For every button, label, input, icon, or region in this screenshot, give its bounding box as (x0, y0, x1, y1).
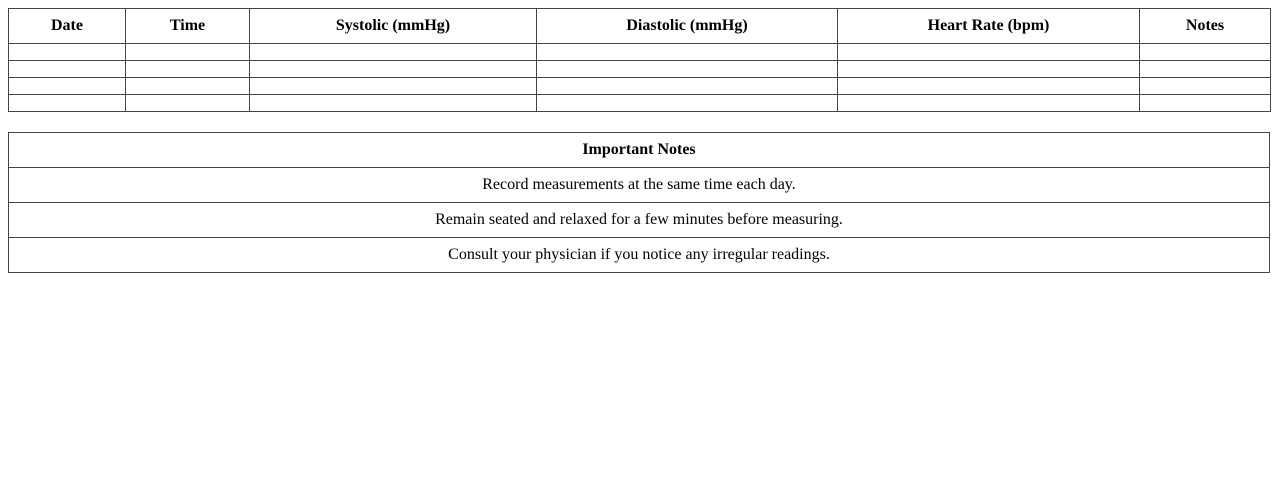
cell-diastolic[interactable] (537, 78, 838, 95)
cell-systolic[interactable] (250, 44, 537, 61)
table-row (9, 44, 1271, 61)
cell-time[interactable] (126, 78, 250, 95)
cell-notes[interactable] (1140, 95, 1271, 112)
table-row (9, 78, 1271, 95)
cell-diastolic[interactable] (537, 44, 838, 61)
cell-notes[interactable] (1140, 78, 1271, 95)
cell-heart-rate[interactable] (838, 44, 1140, 61)
cell-systolic[interactable] (250, 78, 537, 95)
cell-diastolic[interactable] (537, 61, 838, 78)
cell-notes[interactable] (1140, 61, 1271, 78)
note-item: Record measurements at the same time each day. (9, 168, 1270, 203)
notes-row (9, 203, 1270, 238)
cell-notes[interactable] (1140, 44, 1271, 61)
cell-heart-rate[interactable] (838, 95, 1140, 112)
notes-header-row (9, 133, 1270, 168)
column-header-systolic: Systolic (mmHg) (250, 9, 537, 44)
notes-row (9, 168, 1270, 203)
column-header-diastolic: Diastolic (mmHg) (537, 9, 838, 44)
cell-heart-rate[interactable] (838, 78, 1140, 95)
cell-time[interactable] (126, 44, 250, 61)
table-row (9, 61, 1271, 78)
note-item: Consult your physician if you notice any irregular readings. (9, 238, 1270, 273)
cell-date[interactable] (9, 78, 126, 95)
cell-date[interactable] (9, 61, 126, 78)
header-row (9, 9, 1271, 44)
cell-heart-rate[interactable] (838, 61, 1140, 78)
column-header-notes: Notes (1140, 9, 1271, 44)
cell-systolic[interactable] (250, 95, 537, 112)
column-header-time: Time (126, 9, 250, 44)
cell-date[interactable] (9, 95, 126, 112)
notes-title: Important Notes (9, 133, 1270, 168)
cell-time[interactable] (126, 61, 250, 78)
column-header-date: Date (9, 9, 126, 44)
cell-diastolic[interactable] (537, 95, 838, 112)
cell-date[interactable] (9, 44, 126, 61)
cell-time[interactable] (126, 95, 250, 112)
note-item: Remain seated and relaxed for a few minutes before measuring. (9, 203, 1270, 238)
notes-row (9, 238, 1270, 273)
important-notes-table (8, 132, 1270, 273)
table-row (9, 95, 1271, 112)
column-header-heart-rate: Heart Rate (bpm) (838, 9, 1140, 44)
blood-pressure-log-table (8, 8, 1271, 112)
cell-systolic[interactable] (250, 61, 537, 78)
